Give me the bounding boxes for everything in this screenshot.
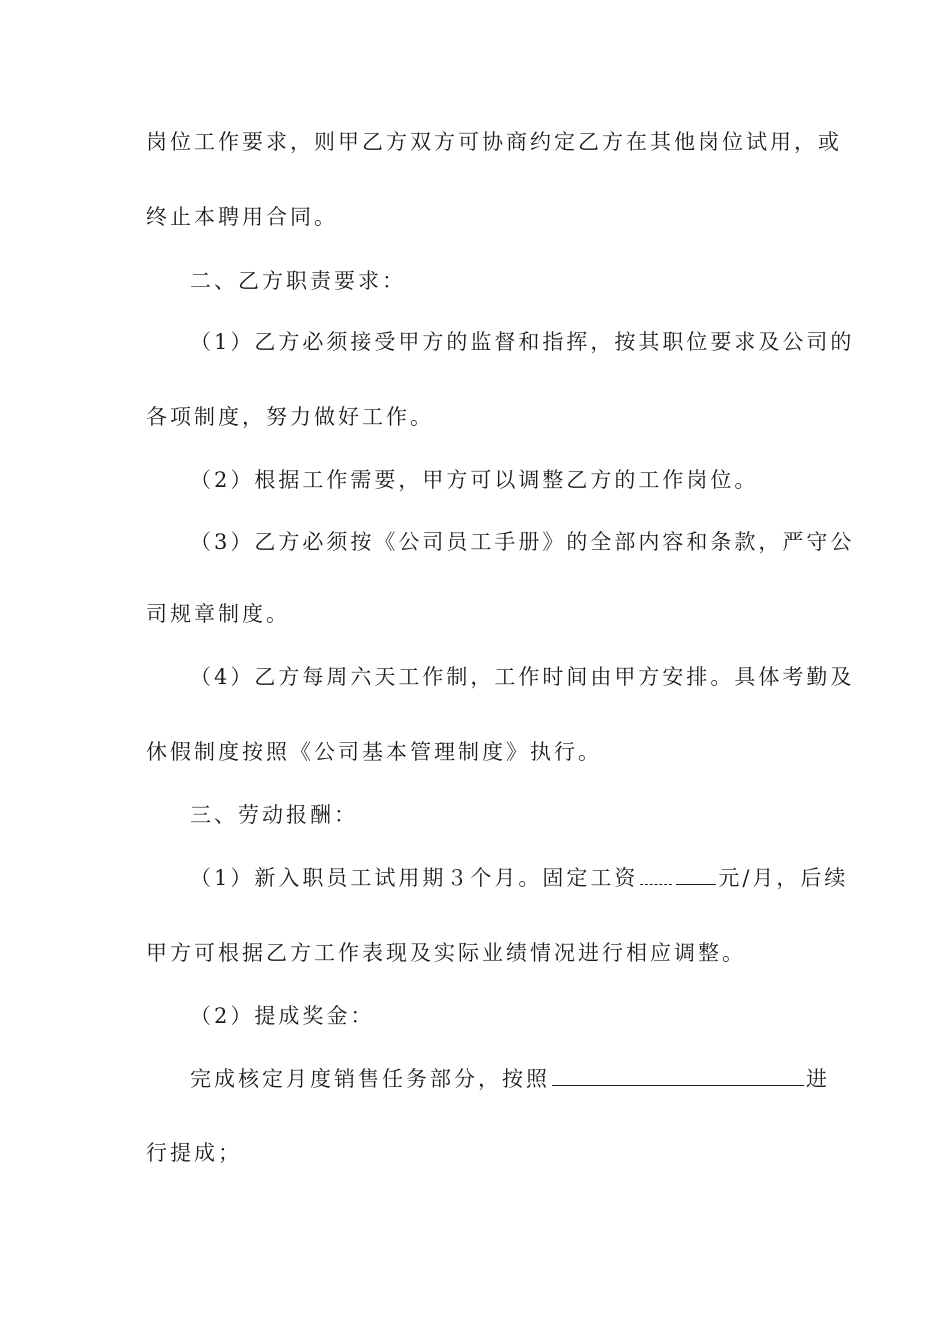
salary-amount-field[interactable] <box>676 866 716 885</box>
paragraph-line: 司规章制度。 <box>146 602 290 626</box>
commission-text-after: 进 <box>806 1067 830 1091</box>
paragraph-line: 行提成； <box>146 1141 242 1165</box>
paragraph-line: 甲方可根据乙方工作表现及实际业绩情况进行相应调整。 <box>146 941 746 965</box>
paragraph-line: 休假制度按照《公司基本管理制度》执行。 <box>146 740 602 764</box>
paragraph-line: 各项制度，努力做好工作。 <box>146 405 434 429</box>
commission-text-before: 完成核定月度销售任务部分，按照 <box>190 1067 550 1091</box>
paragraph-line: （4）乙方每周六天工作制，工作时间由甲方安排。具体考勤及 <box>190 665 855 689</box>
paragraph-line: （2）根据工作需要，甲方可以调整乙方的工作岗位。 <box>190 468 759 492</box>
paragraph-line: （2）提成奖金： <box>190 1004 375 1028</box>
paragraph-line: 岗位工作要求，则甲乙方双方可协商约定乙方在其他岗位试用，或 <box>146 130 842 154</box>
salary-line <box>190 863 848 893</box>
section-heading-compensation: 三、劳动报酬： <box>190 803 358 827</box>
section-heading-duties: 二、乙方职责要求： <box>190 269 406 293</box>
paragraph-line: 终止本聘用合同。 <box>146 205 338 229</box>
commission-rule-field[interactable] <box>552 1067 804 1086</box>
commission-line <box>190 1064 830 1094</box>
paragraph-line: （1）乙方必须接受甲方的监督和指挥，按其职位要求及公司的 <box>190 330 855 354</box>
salary-text-after: 元/月，后续 <box>718 866 849 890</box>
salary-blank-dashed <box>640 866 672 885</box>
salary-text-before: （1）新入职员工试用期３个月。固定工资 <box>190 866 639 890</box>
paragraph-line: （3）乙方必须按《公司员工手册》的全部内容和条款，严守公 <box>190 530 855 554</box>
